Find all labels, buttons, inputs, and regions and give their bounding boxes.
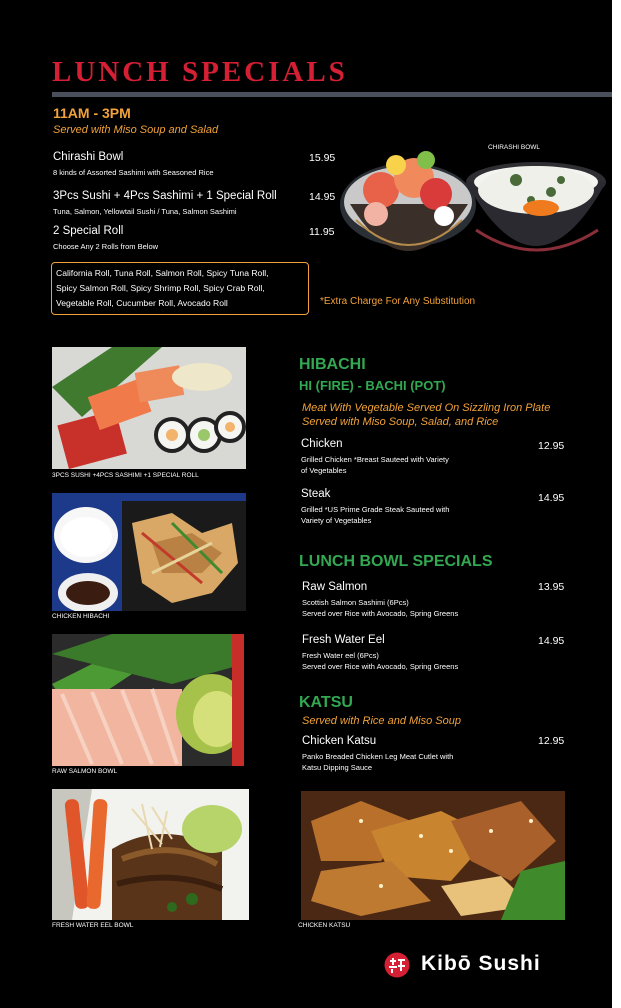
eel-bowl-photo: [52, 789, 249, 920]
item-price: 12.95: [538, 735, 565, 747]
item-desc-line: Katsu Dipping Sauce: [302, 763, 373, 772]
item-name: Fresh Water Eel: [302, 634, 385, 646]
item-desc-line: of Vegetables: [301, 466, 347, 475]
item-desc-line: Variety of Vegetables: [301, 516, 372, 525]
page-title: LUNCH SPECIALS: [52, 56, 348, 88]
item-price: 14.95: [538, 635, 565, 647]
title-divider: [52, 92, 612, 97]
item-name: 3Pcs Sushi + 4Pcs Sashimi + 1 Special Roll: [53, 190, 277, 202]
brand-name: Kibō Sushi: [421, 952, 541, 975]
kibo-logo-icon: [384, 952, 410, 978]
sushi-sashimi-caption: 3PCS SUSHI +4PCS SASHIMI +1 SPECIAL ROLL: [52, 472, 199, 479]
item-desc-line: Scottish Salmon Sashimi (6Pcs): [302, 598, 409, 607]
item-price: 14.95: [538, 492, 565, 504]
roll-choices-line: Vegetable Roll, Cucumber Roll, Avocado Roll: [56, 298, 228, 308]
chirashi-caption: CHIRASHI BOWL: [488, 144, 541, 151]
hibachi-note-line: Meat With Vegetable Served On Sizzling Iron Plate: [302, 402, 551, 414]
item-price: 11.95: [309, 226, 335, 238]
item-desc-line: Grilled Chicken *Breast Sauteed with Variety: [301, 455, 449, 464]
hibachi-note: [302, 401, 550, 429]
item-desc-line: Grilled *US Prime Grade Steak Sauteed with: [301, 505, 450, 514]
eel-caption: FRESH WATER EEL BOWL: [52, 922, 134, 929]
item-price: 12.95: [538, 440, 565, 452]
item-desc-line: Served over Rice with Avocado, Spring Greens: [302, 662, 459, 671]
item-desc: [302, 650, 458, 672]
roll-choices-line: California Roll, Tuna Roll, Salmon Roll, Spicy Tuna Roll,: [56, 268, 269, 278]
item-desc: 8 kinds of Assorted Sashimi with Seasoned Rice: [53, 168, 214, 177]
item-desc: [301, 454, 449, 476]
item-price: 14.95: [309, 191, 336, 203]
item-desc-line: Served over Rice with Avocado, Spring Greens: [302, 609, 459, 618]
item-desc: Choose Any 2 Rolls from Below: [53, 242, 159, 251]
item-name: Chicken: [301, 438, 343, 450]
hibachi-note-line: Served with Miso Soup, Salad, and Rice: [302, 416, 499, 428]
item-name: Raw Salmon: [302, 581, 368, 593]
katsu-note: Served with Rice and Miso Soup: [302, 715, 461, 727]
lunch-served-with: Served with Miso Soup and Salad: [53, 124, 219, 136]
hibachi-title: HIBACHI: [299, 356, 366, 373]
lunch-bowl-title: LUNCH BOWL SPECIALS: [299, 553, 493, 570]
katsu-caption: CHICKEN KATSU: [298, 922, 351, 929]
roll-choices-line: Spicy Salmon Roll, Spicy Shrimp Roll, Spicy Crab Roll,: [56, 283, 265, 293]
chicken-hibachi-photo: [52, 493, 246, 611]
item-desc-line: Panko Breaded Chicken Leg Meat Cutlet with: [302, 752, 454, 761]
katsu-title: KATSU: [299, 694, 353, 711]
chicken-hibachi-caption: CHICKEN HIBACHI: [52, 613, 110, 620]
item-name: Chirashi Bowl: [53, 151, 124, 163]
item-price: 15.95: [309, 152, 336, 164]
hibachi-subtitle: HI (FIRE) - BACHI (POT): [299, 378, 446, 393]
substitution-note: *Extra Charge For Any Substitution: [320, 296, 476, 307]
raw-salmon-bowl-photo: [52, 634, 244, 766]
item-desc: [302, 597, 458, 619]
item-desc-line: Fresh Water eel (6Pcs): [302, 651, 379, 660]
item-desc: [301, 504, 449, 526]
item-name: Steak: [301, 488, 331, 500]
raw-salmon-caption: RAW SALMON BOWL: [52, 768, 118, 775]
roll-choices-box: [51, 262, 309, 315]
chicken-katsu-photo: [301, 791, 565, 920]
item-name: Chicken Katsu: [302, 735, 377, 747]
sushi-sashimi-photo: [52, 347, 246, 469]
item-price: 13.95: [538, 581, 565, 593]
item-name: 2 Special Roll: [53, 225, 124, 237]
chirashi-bowl-photo: [336, 120, 612, 298]
item-desc: [302, 751, 453, 773]
lunch-hours: 11AM - 3PM: [53, 105, 131, 121]
item-desc: Tuna, Salmon, Yellowtail Sushi / Tuna, Salmon Sashimi: [53, 207, 237, 216]
